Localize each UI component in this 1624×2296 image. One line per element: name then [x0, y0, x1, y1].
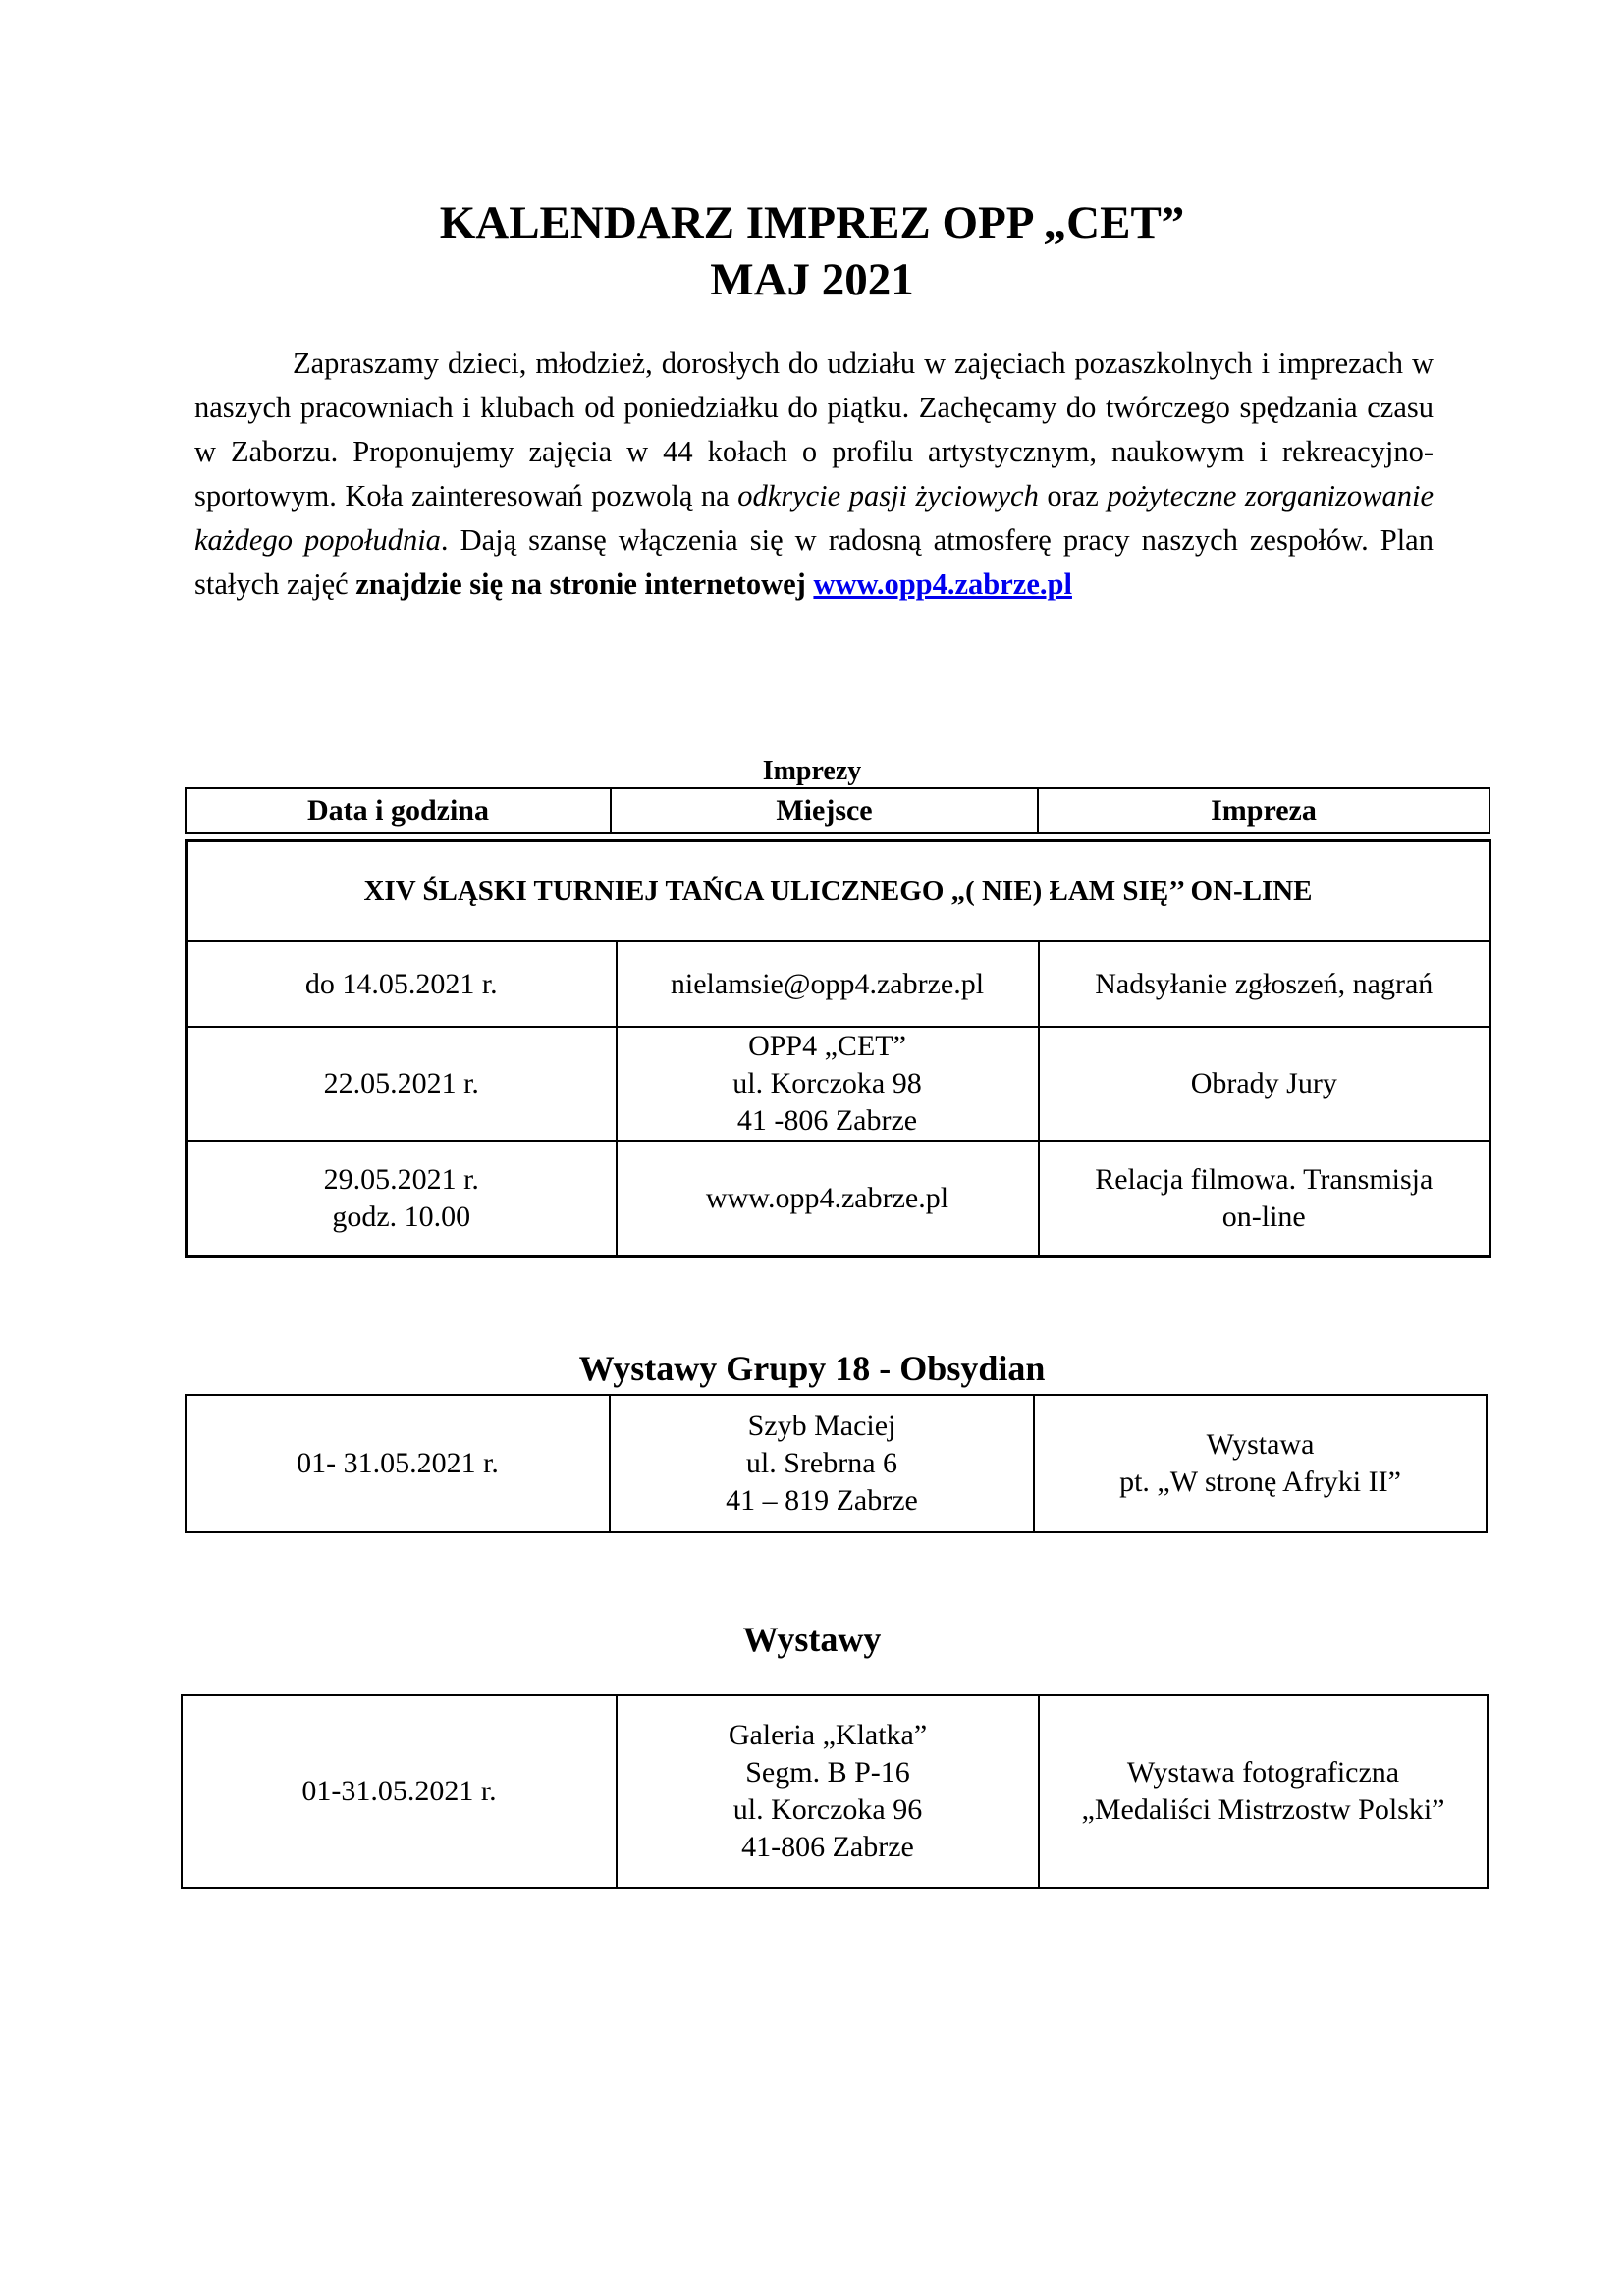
wystawy-place-line2: Segm. B P-16 [745, 1756, 910, 1789]
wystawy-place-line3: ul. Korczoka 96 [732, 1793, 923, 1826]
event-title: XIV ŚLĄSKI TURNIEJ TAŃCA ULICZNEGO „( NIE) ŁAM SIĘ’’ ON-LINE [187, 841, 1490, 942]
obsydian-event [1034, 1395, 1487, 1532]
row1-date: do 14.05.2021 r. [187, 941, 617, 1027]
row2-place [617, 1027, 1039, 1141]
obsydian-place-line1: Szyb Maciej [747, 1410, 896, 1442]
row3-event-line1: Relacja filmowa. Transmisja [1095, 1162, 1434, 1196]
row2-place-line3: 41 -806 Zabrze [736, 1104, 918, 1137]
row2-event: Obrady Jury [1039, 1027, 1490, 1141]
imprezy-header-table [185, 787, 1490, 834]
wystawy-event [1039, 1695, 1488, 1888]
header-date: Data i godzina [186, 788, 611, 833]
header-event: Impreza [1038, 788, 1489, 833]
table-row [186, 1395, 1487, 1532]
wystawy-place [617, 1695, 1039, 1888]
row2-date: 22.05.2021 r. [187, 1027, 617, 1141]
intro-text-c: . Dają szansę włączenia się w radosną atmosferę pracy naszych zespołów. Plan stałych zajęć [194, 523, 1434, 601]
obsydian-place-line3: 41 – 819 Zabrze [726, 1484, 918, 1517]
wystawy-place-line4: 41-806 Zabrze [741, 1831, 914, 1863]
row3-date-line2: godz. 10.00 [332, 1200, 471, 1233]
intro-italic-a: odkrycie pasji życiowych [737, 479, 1039, 512]
obsydian-date: 01- 31.05.2021 r. [186, 1395, 610, 1532]
website-link[interactable]: www.opp4.zabrze.pl [813, 567, 1072, 601]
obsydian-caption: Wystawy Grupy 18 - Obsydian [578, 1349, 1046, 1388]
row3-date [187, 1141, 617, 1256]
obsydian-table [185, 1394, 1488, 1533]
intro-italic-b: pożyteczne zorganizowanie każdego popołudnia [194, 479, 1434, 557]
imprezy-caption: Imprezy [762, 756, 862, 786]
title-line-1: KALENDARZ IMPREZ OPP „CET” [439, 197, 1185, 248]
intro-paragraph [194, 342, 1434, 607]
wystawy-date: 01-31.05.2021 r. [182, 1695, 617, 1888]
obsydian-event-line1: Wystawa [1206, 1428, 1315, 1461]
row2-place-line2: ul. Korczoka 98 [732, 1067, 922, 1099]
intro-text-a: Zapraszamy dzieci, młodzież, dorosłych do udziału w zajęciach pozaszkolnych i imprezach w naszych pracowniach i klubach od poniedziałku do piątku. Zachęcamy do twórczego spędzania czasu w Zaborzu. Proponujemy zajęcia w 44 kołach o profilu artystycznym, naukowym i rekreacyjno-sportowym. Koła zainteresowań pozwolą na [194, 347, 1434, 512]
row1-place: nielamsie@opp4.zabrze.pl [617, 941, 1039, 1027]
wystawy-place-line1: Galeria „Klatka” [728, 1719, 928, 1751]
table-row [187, 1141, 1490, 1256]
intro-text-b: oraz [1038, 479, 1108, 512]
row3-date-line1: 29.05.2021 r. [323, 1162, 479, 1196]
obsydian-place [610, 1395, 1034, 1532]
page-title [0, 194, 1624, 308]
row2-place-line1: OPP4 „CET” [748, 1030, 906, 1062]
wystawy-table [181, 1694, 1489, 1889]
table-row [187, 1027, 1490, 1141]
row3-event [1039, 1141, 1490, 1256]
header-place: Miejsce [611, 788, 1038, 833]
row1-event: Nadsyłanie zgłoszeń, nagrań [1039, 941, 1490, 1027]
row3-event-line2: on-line [1221, 1200, 1306, 1233]
wystawy-event-line1: Wystawa fotograficzna [1126, 1756, 1400, 1789]
obsydian-place-line2: ul. Srebrna 6 [745, 1447, 898, 1479]
wystawy-event-line2: „Medaliści Mistrzostw Polski” [1081, 1793, 1445, 1826]
row3-place: www.opp4.zabrze.pl [617, 1141, 1039, 1256]
title-line-2: MAJ 2021 [710, 254, 914, 305]
obsydian-event-line2: pt. „W stronę Afryki II” [1119, 1466, 1401, 1498]
table-row [182, 1695, 1488, 1888]
intro-bold-a: znajdzie się na stronie internetowej [355, 567, 806, 601]
wystawy-caption: Wystawy [742, 1620, 882, 1659]
imprezy-table [185, 839, 1491, 1258]
table-row [187, 941, 1490, 1027]
